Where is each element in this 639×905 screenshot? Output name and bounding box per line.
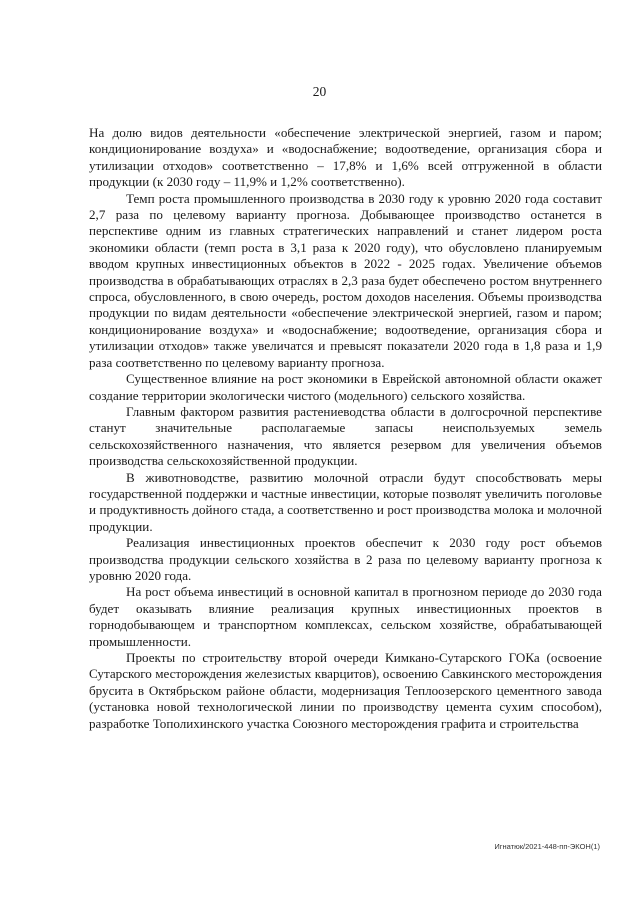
paragraph-7: На рост объема инвестиций в основной капитал в прогнозном периоде до 2030 года будет оказывать влияние реализация крупных инвестиционных проектов в горнодобывающем и транспортном комплексах, сельском хозяйстве, обрабатывающей промышленности. <box>89 584 602 649</box>
paragraph-3: Существенное влияние на рост экономики в Еврейской автономной области окажет создание территории экологически чистого (модельного) сельского хозяйства. <box>89 371 602 403</box>
document-reference-note: Игнатюк/2021-448-пп-ЭКОН(1) <box>494 842 600 851</box>
paragraph-2: Темп роста промышленного производства в 2030 году к уровню 2020 года составит 2,7 раза по целевому варианту прогноза. Добывающее производство останется в перспективе одним из главных стратегических направлений и станет лидером роста экономики области (темп роста в 3,1 раза к 2020 году), что обусловлено планируемым вводом крупных инвестиционных объектов в 2022 - 2025 годах. Увеличение объемов производства в обрабатывающих отраслях в 2,3 раза будет обеспечено ростом внутреннего спроса, обусловленного, в свою очередь, ростом доходов населения. Объемы производства продукции по видам деятельности «обеспечение электрической энергией, газом и паром; кондиционирование воздуха» и «водоснабжение; водоотведение, организация сбора и утилизации отходов» также увеличатся и превысят показатели 2020 года в 1,8 раза и 1,9 раза соответственно по целевому варианту прогноза. <box>89 190 602 370</box>
paragraph-8: Проекты по строительству второй очереди Кимкано-Сутарского ГОКа (освоение Сутарского месторождения железистых кварцитов), освоению Савкинского месторождения брусита в Октябрьском районе области, модернизация Теплоозерского цементного завода (установка новой технологической линии по производству цемента сухим способом), разработке Тополихинского участка Союзного месторождения графита и строительства <box>89 650 602 731</box>
document-body <box>89 125 602 732</box>
paragraph-6: Реализация инвестиционных проектов обеспечит к 2030 году рост объемов производства продукции сельского хозяйства в 2 раза по целевому варианту прогноза к уровню 2020 года. <box>89 535 602 583</box>
paragraph-4: Главным фактором развития растениеводства области в долгосрочной перспективе станут значительные располагаемые запасы неиспользуемых земель сельскохозяйственного назначения, что является резервом для увеличения объемов производства сельскохозяйственной продукции. <box>89 403 602 469</box>
paragraph-1: На долю видов деятельности «обеспечение электрической энергией, газом и паром; кондиционирование воздуха» и «водоснабжение; водоотведение, организация сбора и утилизации отходов» соответственно – 17,8% и 1,6% всей отгруженной в области продукции (к 2030 году – 11,9% и 1,2% соответственно). <box>89 125 602 190</box>
page-number: 20 <box>312 84 327 99</box>
paragraph-5: В животноводстве, развитию молочной отрасли будут способствовать меры государственной поддержки и частные инвестиции, которые позволят увеличить поголовье и продуктивность дойного стада, а соответственно и рост производства молока и молочной продукции. <box>89 469 602 534</box>
